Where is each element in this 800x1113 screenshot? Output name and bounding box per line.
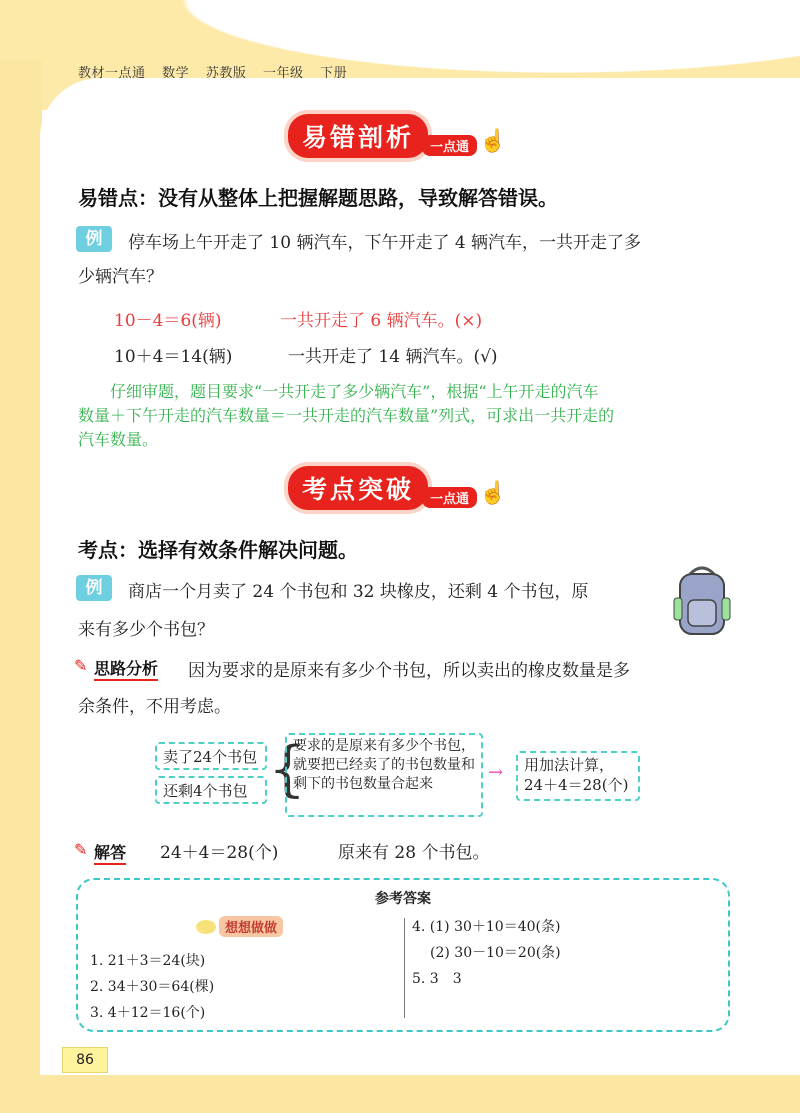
example-badge: 例: [76, 575, 112, 601]
note-line3: 汽车数量。: [78, 430, 159, 449]
right-answer: 一共开走了 14 辆汽车。(√): [288, 347, 498, 367]
problem-text-line2: 来有多少个书包？: [78, 620, 214, 640]
banner-title: 易错剖析: [288, 114, 428, 158]
page-number: 86: [62, 1047, 108, 1073]
analysis-label: 思路分析: [94, 656, 158, 681]
chick-icon: [196, 920, 216, 934]
analysis-line1: 因为要求的是原来有多少个书包，所以卖出的橡皮数量是多: [188, 661, 630, 681]
pointing-hand-icon: ☝: [479, 128, 507, 154]
analysis-line2: 余条件，不用考虑。: [78, 697, 231, 717]
reference-answers-panel: [76, 878, 730, 1032]
header-subject: 数学: [162, 66, 190, 81]
example-badge: 例: [76, 226, 112, 252]
banner-subtitle: 一点通: [422, 135, 477, 156]
solution-answer: 原来有 28 个书包。: [338, 843, 490, 863]
answer-item-2: 2. 34＋30＝64(棵): [90, 979, 215, 995]
think-label: 想想做做: [219, 916, 283, 937]
section-banner-keypoints: [288, 464, 506, 512]
pointing-hand-icon: ☝: [479, 480, 507, 506]
answer-item-4b: (2) 30－10＝20(条): [430, 945, 561, 961]
answer-item-3: 3. 4＋12＝16(个): [90, 1005, 206, 1021]
method-line2: 24＋4＝28(个): [524, 776, 629, 794]
note-line1: 仔细审题，题目要求“一共开走了多少辆汽车”，根据“上午开走的汽车: [110, 382, 599, 401]
answer-item-1: 1. 21＋3＝24(块): [90, 953, 206, 969]
header-volume: 下册: [320, 66, 348, 81]
answers-title: 参考答案: [375, 891, 431, 907]
section-banner-errors: [288, 112, 506, 160]
header-grade: 一年级: [262, 66, 304, 81]
pencil-icon: ✎: [74, 656, 88, 675]
arrow-icon: →: [488, 762, 504, 783]
wrong-answer: 一共开走了 6 辆汽车。(×): [280, 311, 483, 331]
banner-subtitle: 一点通: [422, 487, 477, 508]
condition-box-sold: 卖了24个书包: [155, 742, 267, 770]
page-background-bottom: [0, 1075, 800, 1113]
problem-text-line1: 商店一个月卖了 24 个书包和 32 块橡皮，还剩 4 个书包，原: [128, 582, 589, 602]
note-line2: 数量＋下午开走的汽车数量＝一共开走的汽车数量”列式，可求出一共开走的: [78, 406, 615, 425]
right-calculation: 10＋4＝14(辆): [114, 347, 233, 367]
solution-calculation: 24＋4＝28(个): [160, 843, 279, 863]
answers-divider: [404, 918, 405, 1018]
page-background-left: [0, 60, 42, 1113]
method-box: [516, 751, 640, 801]
think-and-do-badge: [196, 916, 283, 937]
running-header: [78, 62, 359, 81]
error-point-heading: 易错点：没有从整体上把握解题思路，导致解答错误。: [78, 186, 558, 210]
answer-item-5: 5. 3 3: [412, 971, 462, 987]
problem-text-line1: 停车场上午开走了 10 辆汽车，下午开走了 4 辆汽车，一共开走了多: [128, 233, 642, 253]
backpack-icon: [672, 564, 732, 638]
header-edition: 苏教版: [205, 66, 247, 81]
banner-title: 考点突破: [288, 466, 428, 510]
header-book: 教材一点通: [78, 66, 146, 81]
solution-label: 解答: [94, 840, 126, 865]
answer-item-4a: 4. (1) 30＋10＝40(条): [412, 919, 561, 935]
condition-box-left: 还剩4个书包: [155, 776, 267, 804]
pencil-icon: ✎: [74, 840, 88, 859]
key-point-heading: 考点：选择有效条件解决问题。: [78, 538, 358, 562]
wrong-calculation: 10－4＝6(辆): [114, 311, 222, 331]
problem-text-line2: 少辆汽车？: [78, 267, 163, 287]
brace-icon: {: [268, 734, 307, 804]
method-line1: 用加法计算，: [524, 756, 615, 774]
reasoning-box: 要求的是原来有多少个书包，就要把已经卖了的书包数量和剩下的书包数量合起来: [285, 733, 483, 817]
